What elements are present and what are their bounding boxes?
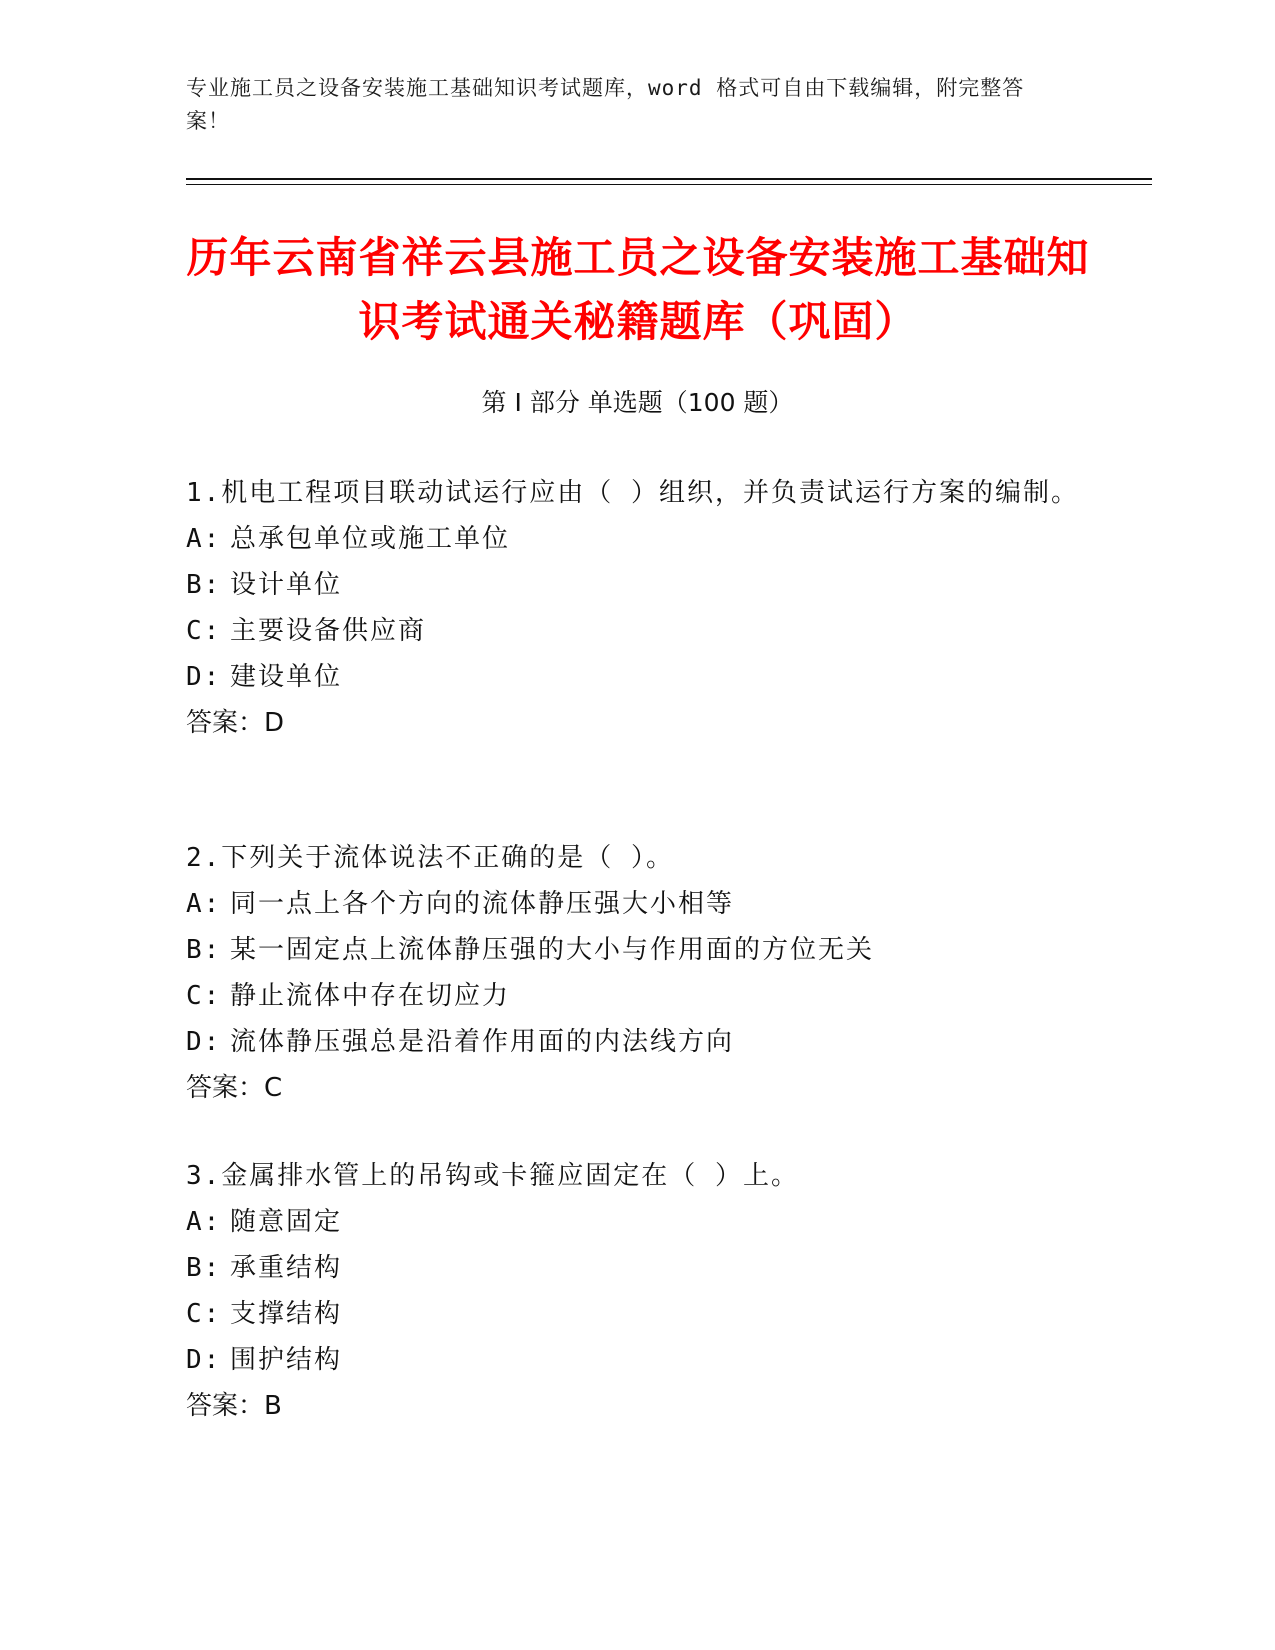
option-text: 流体静压强总是沿着作用面的内法线方向: [230, 1027, 735, 1057]
option-d: [186, 654, 1086, 700]
option-c: [186, 973, 1086, 1019]
option-a: [186, 881, 1086, 927]
header-divider-thick: [186, 178, 1152, 180]
option-text: 随意固定: [230, 1207, 343, 1237]
option-key: B:: [186, 570, 222, 600]
option-text: 建设单位: [230, 662, 343, 692]
document-title: 历年云南省祥云县施工员之设备安装施工基础知识考试通关秘籍题库（巩固）: [186, 233, 1090, 346]
question-stem: 3.金属排水管上的吊钩或卡箍应固定在（ ）上。: [186, 1161, 799, 1191]
header-divider-thin: [186, 184, 1152, 185]
option-b: [186, 927, 1086, 973]
option-key: B:: [186, 935, 222, 965]
section-heading: 第 I 部分 单选题（100 题）: [481, 388, 794, 417]
option-key: D:: [186, 1027, 222, 1057]
option-b: [186, 562, 1086, 608]
option-d: [186, 1337, 1086, 1383]
option-key: C:: [186, 981, 222, 1011]
option-text: 静止流体中存在切应力: [230, 981, 511, 1011]
answer-line: 答案：B: [186, 1391, 282, 1421]
option-d: [186, 1019, 1086, 1065]
option-key: D:: [186, 662, 222, 692]
header-note: 专业施工员之设备安装施工基础知识考试题库，word 格式可自由下载编辑，附完整答案！: [186, 76, 1025, 133]
question-3: [186, 1153, 1086, 1429]
option-c: [186, 608, 1086, 654]
option-text: 某一固定点上流体静压强的大小与作用面的方位无关: [230, 935, 875, 965]
option-text: 设计单位: [230, 570, 343, 600]
option-text: 承重结构: [230, 1253, 343, 1283]
option-text: 主要设备供应商: [230, 616, 427, 646]
option-key: B:: [186, 1253, 222, 1283]
option-text: 围护结构: [230, 1345, 343, 1375]
option-text: 同一点上各个方向的流体静压强大小相等: [230, 889, 735, 919]
option-text: 总承包单位或施工单位: [230, 524, 511, 554]
option-key: A:: [186, 889, 222, 919]
answer-line: 答案：D: [186, 708, 285, 738]
option-c: [186, 1291, 1086, 1337]
answer-line: 答案：C: [186, 1073, 283, 1103]
option-key: A:: [186, 1207, 222, 1237]
question-stem: 2.下列关于流体说法不正确的是（ ）。: [186, 843, 674, 873]
question-1: [186, 470, 1086, 746]
option-b: [186, 1245, 1086, 1291]
option-key: A:: [186, 524, 222, 554]
option-a: [186, 1199, 1086, 1245]
question-2: [186, 835, 1086, 1111]
option-key: C:: [186, 616, 222, 646]
question-stem: 1.机电工程项目联动试运行应由（ ）组织，并负责试运行方案的编制。: [186, 478, 1079, 508]
option-key: C:: [186, 1299, 222, 1329]
option-a: [186, 516, 1086, 562]
option-text: 支撑结构: [230, 1299, 343, 1329]
option-key: D:: [186, 1345, 222, 1375]
